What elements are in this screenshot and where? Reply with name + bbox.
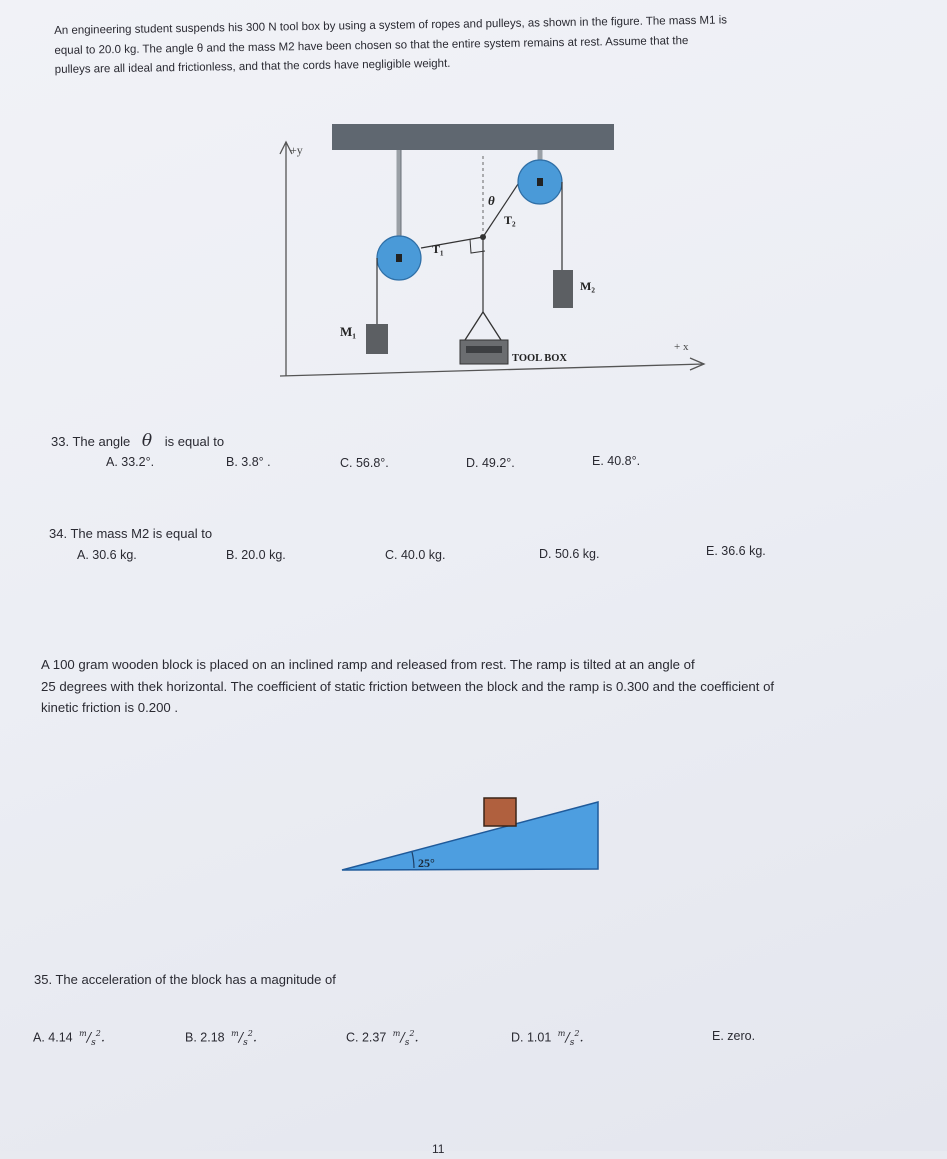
q34-question: 34. The mass M2 is equal to <box>49 526 213 541</box>
para2-line-2: 25 degrees with thek horizontal. The coefficient of static friction between the block and the ramp is 0.300 and the coefficient of <box>41 678 775 694</box>
intro-paragraph <box>54 8 915 80</box>
q35-option-b[interactable] <box>185 1024 257 1053</box>
q34-option-d[interactable]: D. 50.6 kg. <box>539 547 600 561</box>
q35-option-c[interactable] <box>346 1024 419 1053</box>
t1-rope <box>421 237 483 248</box>
q34-option-a[interactable]: A. 30.6 kg. <box>77 548 137 562</box>
para2-line-1: A 100 gram wooden block is placed on an inclined ramp and released from rest. The ramp is tilted at an angle of <box>41 657 695 672</box>
q35-option-d[interactable] <box>511 1024 584 1053</box>
t2-label: T₂ <box>504 213 516 227</box>
q35-option-a[interactable] <box>33 1024 105 1053</box>
q35-option-c-unit: $^m/_s^2$. <box>392 1029 419 1048</box>
m2-mass <box>553 270 573 308</box>
intro-line-2: equal to 20.0 kg. The angle θ and the mass M2 have been chosen so that the entire system remains at rest. Assume that the <box>54 34 689 57</box>
intro-line-3: pulleys are all ideal and frictionless, and that the cords have negligible weight. <box>54 57 451 76</box>
q35-option-a-unit: $^m/_s^2$. <box>79 1029 105 1048</box>
pulley-system-figure <box>270 110 720 390</box>
q33-theta-symbol: θ <box>141 431 153 451</box>
ramp-angle-label: 25° <box>418 856 435 870</box>
toolbox-label: TOOL BOX <box>512 353 567 364</box>
right-pulley-hub <box>537 178 543 186</box>
q35-option-b-value: B. 2.18 <box>185 1030 225 1045</box>
ceiling-beam <box>332 124 614 150</box>
para2-line-3: kinetic friction is 0.200 . <box>41 700 179 715</box>
q35-option-c-value: C. 2.37 <box>346 1030 387 1045</box>
q33-suffix: is equal to <box>164 434 225 449</box>
toolbox-hanger <box>465 312 501 340</box>
q33-prefix: 33. The angle <box>51 434 131 449</box>
q35-option-a-value: A. 4.14 <box>33 1030 73 1045</box>
q35-option-e[interactable]: E. zero. <box>712 1029 756 1043</box>
page-number: 11 <box>432 1142 445 1156</box>
q33-option-c[interactable]: C. 56.8°. <box>340 456 389 470</box>
m1-mass <box>366 324 388 354</box>
intro-line-1: An engineering student suspends his 300 N tool box by using a system of ropes and pulleys, as shown in the figure. The mass M1 is <box>54 14 728 37</box>
toolbox-lid <box>466 346 502 353</box>
theta-label: θ <box>488 193 495 208</box>
q35-option-b-unit: $^m/_s^2$. <box>231 1029 257 1048</box>
t1-label: T₁ <box>432 242 444 256</box>
left-pulley-hub <box>396 254 402 262</box>
q35-question: 35. The acceleration of the block has a magnitude of <box>34 972 336 987</box>
q33-option-a[interactable]: A. 33.2°. <box>106 455 155 469</box>
q33-option-e[interactable]: E. 40.8°. <box>592 454 641 468</box>
ramp <box>342 802 598 870</box>
x-axis-label: + x <box>674 341 689 353</box>
q34-option-c[interactable]: C. 40.0 kg. <box>385 548 446 562</box>
q35-option-d-unit: $^m/_s^2$. <box>557 1029 584 1048</box>
q35-option-d-value: D. 1.01 <box>511 1030 552 1045</box>
m1-label: M₁ <box>340 324 357 339</box>
m2-label: M₂ <box>580 279 595 293</box>
q33-question <box>51 431 224 452</box>
ramp-problem-paragraph <box>41 654 931 719</box>
q33-option-b[interactable]: B. 3.8° . <box>226 455 271 469</box>
q33-option-d[interactable]: D. 49.2°. <box>466 456 515 470</box>
q34-option-e[interactable]: E. 36.6 kg. <box>706 544 766 558</box>
inclined-ramp-figure <box>336 790 606 880</box>
y-axis-label: +y <box>290 143 303 157</box>
wooden-block <box>484 798 516 826</box>
q34-option-b[interactable]: B. 20.0 kg. <box>226 548 286 562</box>
x-axis <box>280 364 704 376</box>
